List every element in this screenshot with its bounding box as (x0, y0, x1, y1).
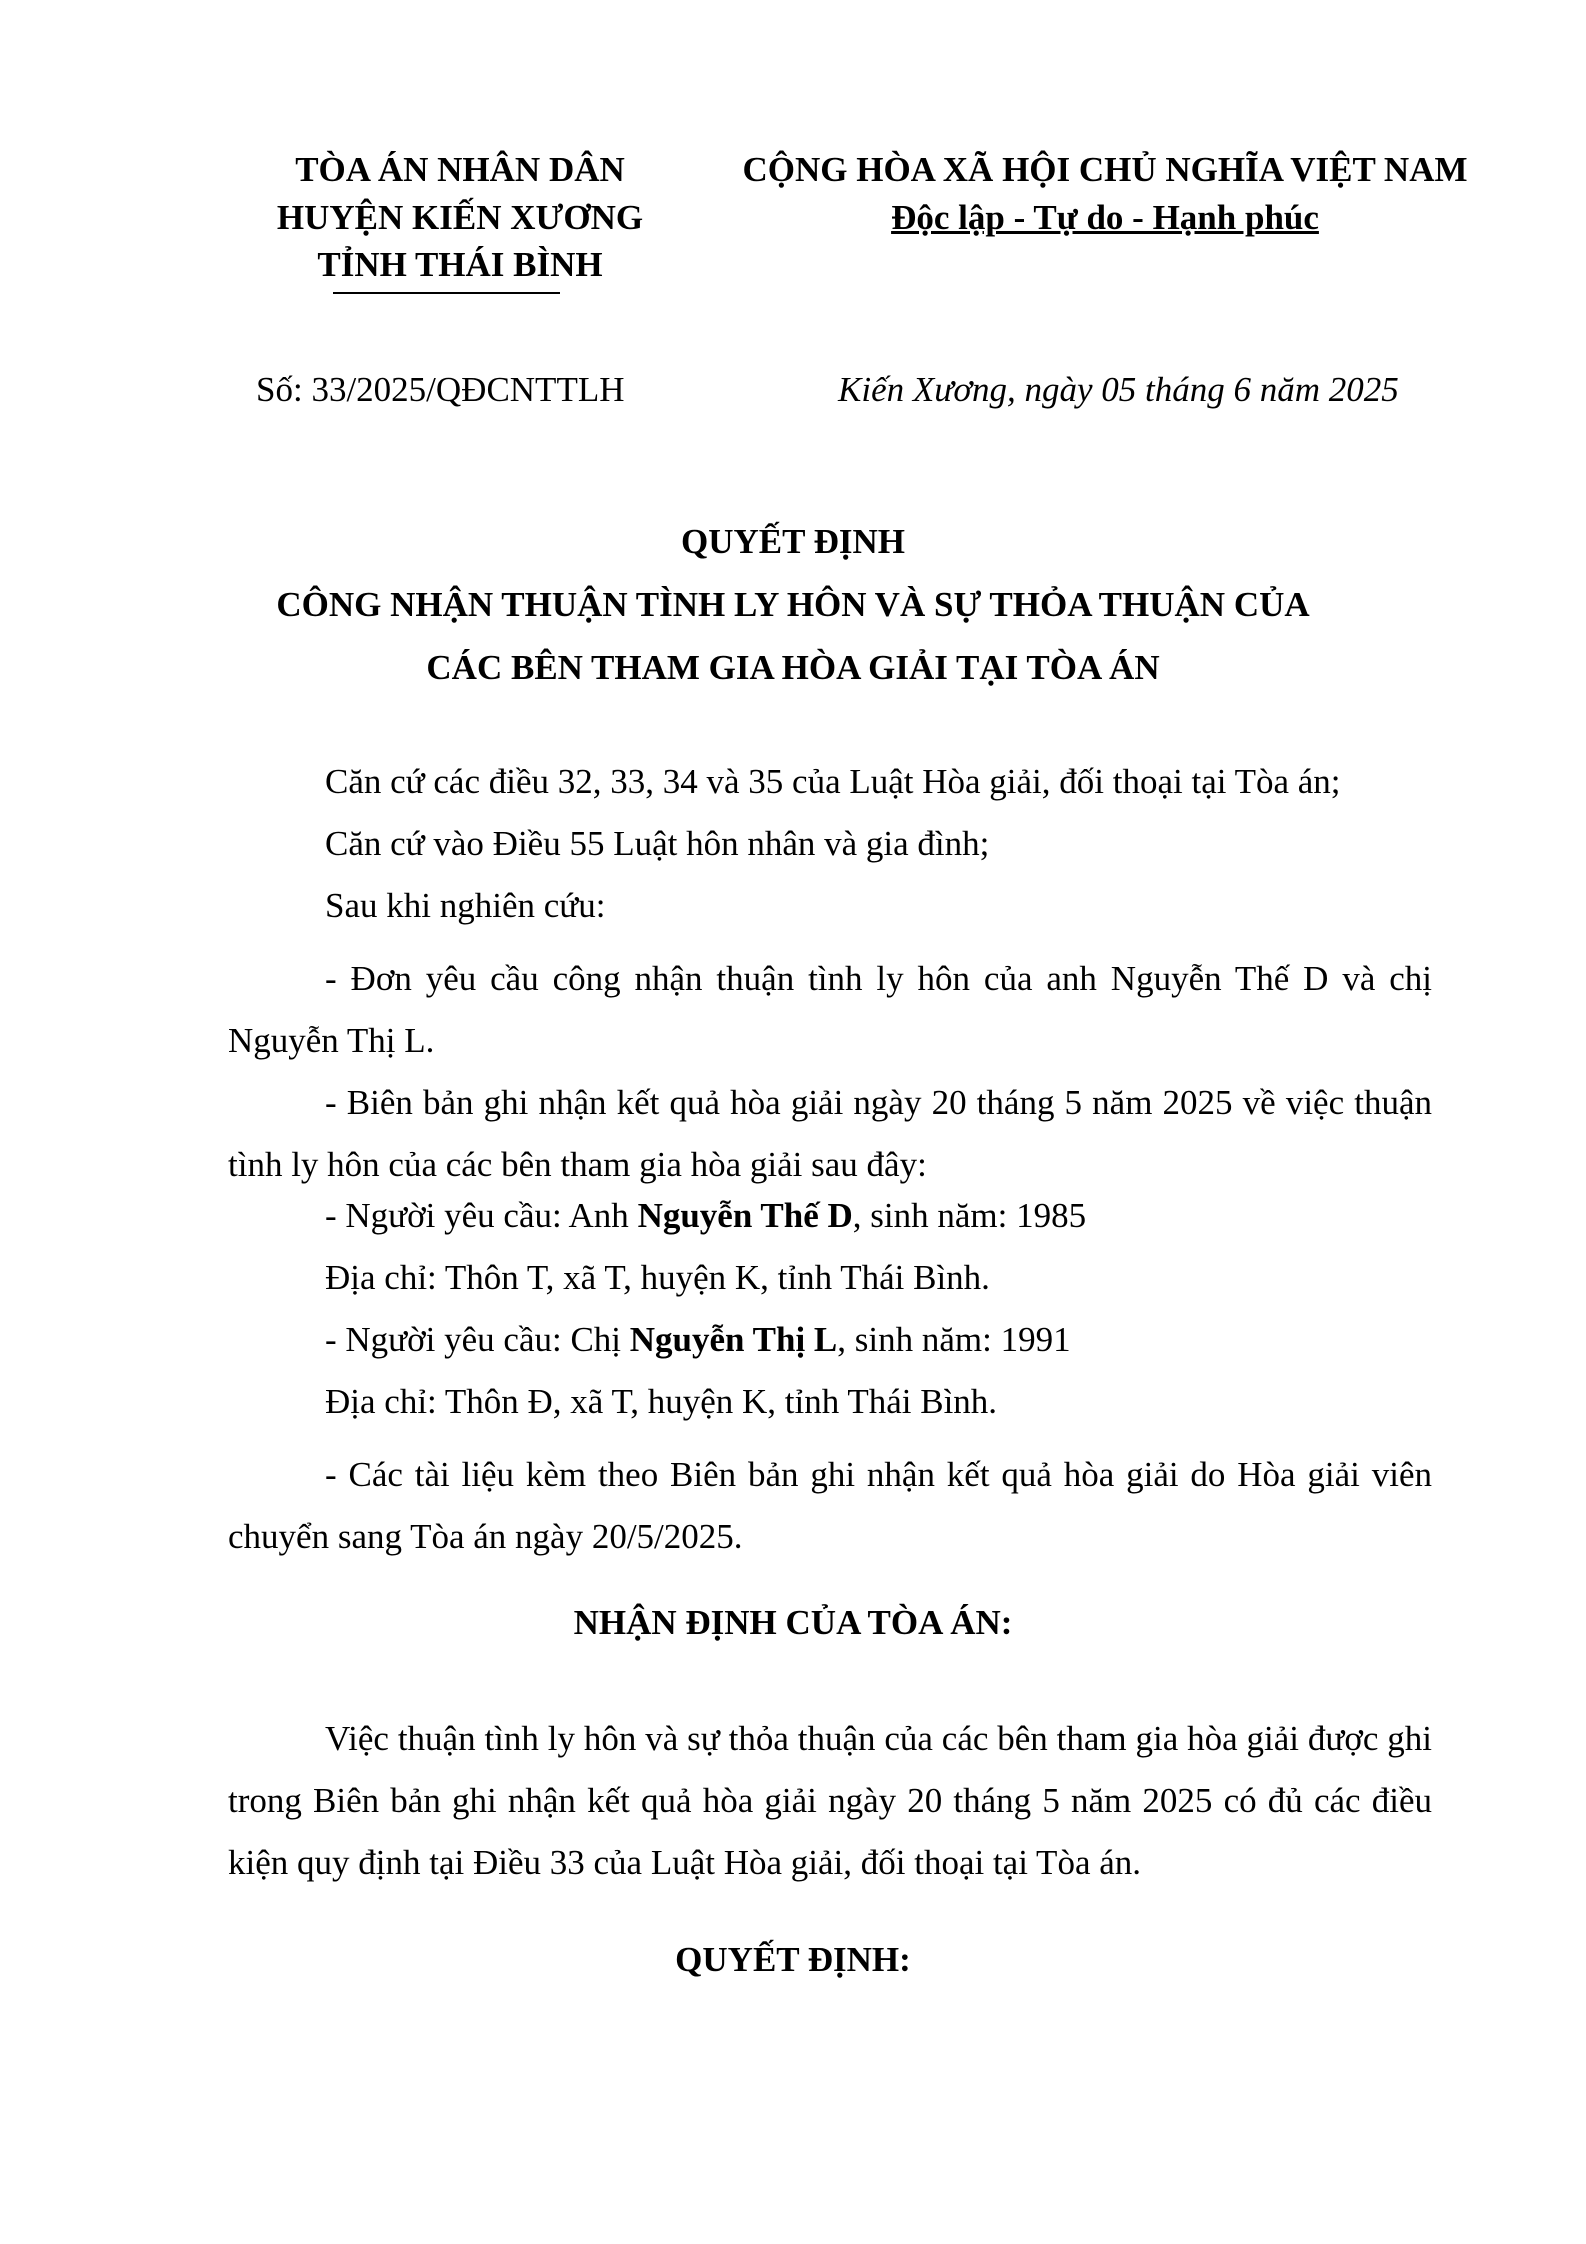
assessment-heading: NHẬN ĐỊNH CỦA TÒA ÁN: (573, 1603, 1013, 1642)
document-title: QUYẾT ĐỊNH (681, 522, 905, 561)
party-2-suffix: , sinh năm: 1991 (837, 1320, 1071, 1359)
court-name-line3: TỈNH THÁI BÌNH (317, 245, 603, 284)
party-1-name: Nguyễn Thế D (637, 1196, 853, 1235)
court-name-line2: HUYỆN KIẾN XƯƠNG (276, 198, 644, 237)
place-and-date: Kiến Xương, ngày 05 tháng 6 năm 2025 (838, 370, 1399, 409)
legal-basis-2: Căn cứ vào Điều 55 Luật hôn nhân và gia đình; (325, 824, 990, 863)
party-2 (325, 1320, 1071, 1360)
party-1 (325, 1196, 1086, 1236)
decision-heading: QUYẾT ĐỊNH: (675, 1940, 911, 1979)
item-minutes: - Biên bản ghi nhận kết quả hòa giải ngày 20 tháng 5 năm 2025 về việc thuận tình ly hôn của các bên tham gia hòa giải sau đây: (228, 1083, 1432, 1184)
court-name-line1: TÒA ÁN NHÂN DÂN (295, 150, 625, 189)
party-1-prefix: - Người yêu cầu: Anh (325, 1196, 638, 1235)
party-2-name: Nguyễn Thị L (629, 1320, 838, 1359)
after-study: Sau khi nghiên cứu: (325, 886, 606, 925)
motto: Độc lập - Tự do - Hạnh phúc (891, 198, 1319, 237)
document-subtitle-line2: CÁC BÊN THAM GIA HÒA GIẢI TẠI TÒA ÁN (426, 648, 1160, 687)
party-1-suffix: , sinh năm: 1985 (852, 1196, 1087, 1235)
document-number: Số: 33/2025/QĐCNTTLH (256, 370, 625, 409)
court-name-underline (333, 292, 560, 294)
assessment-text: Việc thuận tình ly hôn và sự thỏa thuận của các bên tham gia hòa giải được ghi trong Biên bản ghi nhận kết quả hòa giải ngày 20 tháng 5 năm 2025 có đủ các điều kiện quy định tại Điều 33 của Luật Hòa giải, đối thoại tại Tòa án. (228, 1719, 1432, 1882)
party-1-address: Địa chỉ: Thôn T, xã T, huyện K, tỉnh Thái Bình. (325, 1258, 990, 1297)
party-2-address: Địa chỉ: Thôn Đ, xã T, huyện K, tỉnh Thái Bình. (325, 1382, 998, 1421)
item-attachments: - Các tài liệu kèm theo Biên bản ghi nhận kết quả hòa giải do Hòa giải viên chuyển sang Tòa án ngày 20/5/2025. (228, 1455, 1432, 1556)
item-petition: - Đơn yêu cầu công nhận thuận tình ly hôn của anh Nguyễn Thế D và chị Nguyễn Thị L. (228, 959, 1432, 1060)
republic-name: CỘNG HÒA XÃ HỘI CHỦ NGHĨA VIỆT NAM (742, 150, 1468, 189)
party-2-prefix: - Người yêu cầu: Chị (325, 1320, 630, 1359)
legal-basis-1: Căn cứ các điều 32, 33, 34 và 35 của Luật Hòa giải, đối thoại tại Tòa án; (325, 762, 1341, 801)
document-subtitle-line1: CÔNG NHẬN THUẬN TÌNH LY HÔN VÀ SỰ THỎA THUẬN CỦA (276, 585, 1310, 624)
